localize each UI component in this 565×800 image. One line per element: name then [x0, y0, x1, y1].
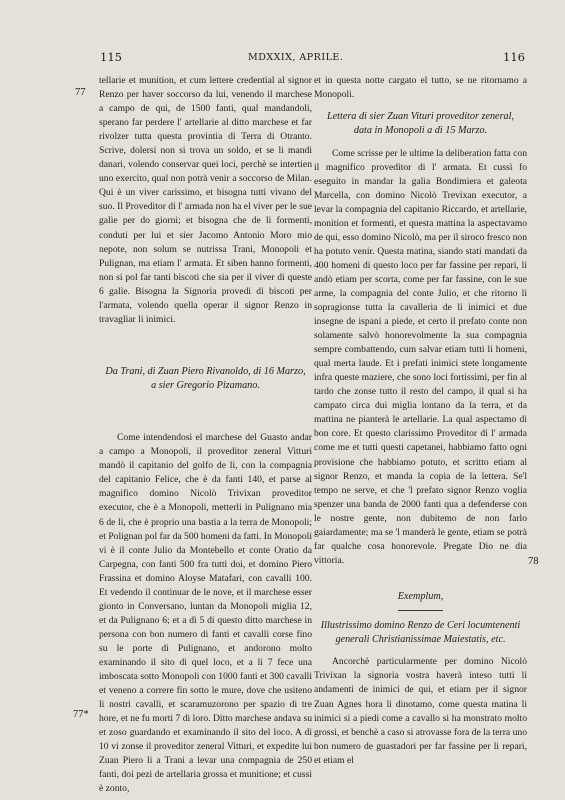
paragraph: Come scrisse per le ultime la deliberation fatta con il magnifico proveditor di l' armata. Et cussì fo eseguito in mandar la galìa Bondimiera et galeota Marcella, con domino Nicolò Trevixan executor, a levar la compagnia del capitanio Riccardo, et artellarie, monition et formenti, et questa mattina la aspectavamo de qui, esso domino Nicolò, ma per il siroco fresco non ha potuto venir. Questa matina, siando stati mandati da 400 homeni di questo loco per far fassine per repari, li andò etiam per scorta, come per far fassine, con le sue arme, la compagnia del conte Julio, et che ritorno li sopragionse tutta la cavalleria de li inimici et due insegne de ispani a piede, et certo il prefato conte non solamente salvò honorevolmente la sua compagnia sempre combattendo, cum salvar etiam tutti li homeni, qual merta laude. Et i prefati inimici stete longamente infra queste maziere, che sono loci fortissimi, per fin al tardo che zonse tutto il resto del campo, il qual si ha campato circa dui miglia lontano da la terra, et da mattina ne pianterà le artellarie. La qual aspectamo di bon core. Et questo clarissimo Proveditor di l' armada come me et tutti questi capetanei, habbiamo fatto ogni provisione che habbiamo potuto, et scritto etiam al signor Renzo, et manda la copia de la lettera. Se'l tempo ne serve, et che 'l prefato signor Renzo voglia spenzer una banda de 2000 fanti qua a defenderse con le nostre gente, non dubitemo de non farlo gaiardamente; ma se 'l manderà le gente, etiam se potrà far qualche cosa honorevole. Pregate Dio ne dia vittoria.: [314, 147, 528, 566]
letter-heading: Da Trani, di Zuan Piero Rivanoldo, di 16 Marzo, a sier Gregorio Pizamano.: [105, 365, 306, 392]
paragraph: Ancorchè particularmente per domino Nicolò Trivixan la signoria vostra haverà inteso tutti li andamenti de inimici de qui, et etiam per il signor Zuan Agnes hora li dinotamo, come questa matina li inimici si a piedi come a cavallo si ha monstrato molto grossi, et benchè a caso si atrovasse fora de la terra uno bon numero de guastadori per far fassine per li repari, et etiam el: [314, 656, 527, 766]
margin-note-left-top: 77: [75, 87, 86, 98]
paragraph: tellarie et munition, et cum lettere credential al signor Renzo per haver soccorso da lui, venendo il marchese a campo de qui, de 1500 fanti, qual mandandoli, sperano far perdere l' artellarie al ditto marchese et far rivolzer tutta questa provintia di Terra di Otranto. Scrive, dolersi non si trova un soldo, et se li mandi danari, volendo conservar quei loci, perchè se intertien uno exercito, qual non potrà venir a soccorso de Milan. Qui è un viver carissimo, et bisogna tutti vivano del suo. Il Proveditor di l' armada non ha el viver per le sue galìe per do giorni; et bisogna che de li formenti, conduti per lui et sier Jacomo Antonio Moro mio nepote, non solum se nutrissa Trani, Monopoli et Pulignan, ma etiam l' armata. Et siben hanno formenti, non si pol far tanti biscoti che sia per il viver di queste 6 galìe. Bisogna la Signoria provedi di biscoti per l'armata, volendo quella operar il signor Renzo in travagliar li inimici.: [99, 75, 312, 325]
letter-heading: Illustrissimo domino Renzo de Ceri locumtenenti generali Christianissimae Maiestatis, etc.: [320, 619, 521, 646]
running-title: MDXXIX, APRILE.: [248, 52, 344, 63]
page-number-left: 115: [100, 50, 122, 64]
page-number-right: 116: [503, 50, 525, 64]
margin-note-left-bottom: 77*: [73, 709, 89, 720]
letter-heading: Lettera di sier Zuan Vituri proveditor zeneral, data in Monopoli a dì 15 Marzo.: [326, 111, 515, 137]
paragraph: et in questa notte cargato el tutto, se ne ritornamo a Monopoli.: [314, 75, 527, 101]
paragraph: Come intendendosi el marchese del Guasto andar a campo a Monopoli, il proveditor zeneral Vitturi mandò il capitanio del golfo de lì, con la compagnia del capitanio Felice, che è da fanti 140, et parse al magnifico domino Nicolò Trivixan proveditor executor, che è a Monopoli, metterli in Pulignano mia 6 de lì, che è proprio una bastia a la terra de Monopoli; et Polignan pol far da 500 homeni da fatti. In Monopoli vi è il conte Julio da Montebello et conte Oratio da Carpegna, con fanti 500 fra tutti doi, et domino Piero Frassina et domino Aloyse Matafari, con cavalli 100. Et vedendo il continuar de le nove, et il marchese esser gionto in Conversano, luntan da Monopoli miglia 12, et da Pulignano 6; et a dì 5 di questo ditto marchese in persona con bon numero di fanti et cavalli corse fino su le porte di Pulignano, et andorono molto examinando il sito di quel loco, et a li 7 fece una imboscata sotto Monopoli con 1000 fanti et 300 cavalli et veneno a correre fin sotto le mure, dove che usiteno li nostri cavalli, et scaramuzorono per spazio di tre hore, et ne fu morti 7 di loro. Ditto marchese andava su et zoso guardando et examinando il sito del loco. A dì 10 vi zonse il proveditor zeneral Vitturi, et expedite lui Zuan Piero li a Trani a levar una compagnia de 250 fanti, doi pezi de artellaria grossa et munitione; et cussì è zonto,: [99, 432, 312, 795]
right-column: [314, 74, 527, 768]
exemplum-heading: Exemplum,: [397, 590, 444, 602]
left-column: [99, 74, 312, 796]
margin-note-right: 78: [528, 556, 539, 567]
